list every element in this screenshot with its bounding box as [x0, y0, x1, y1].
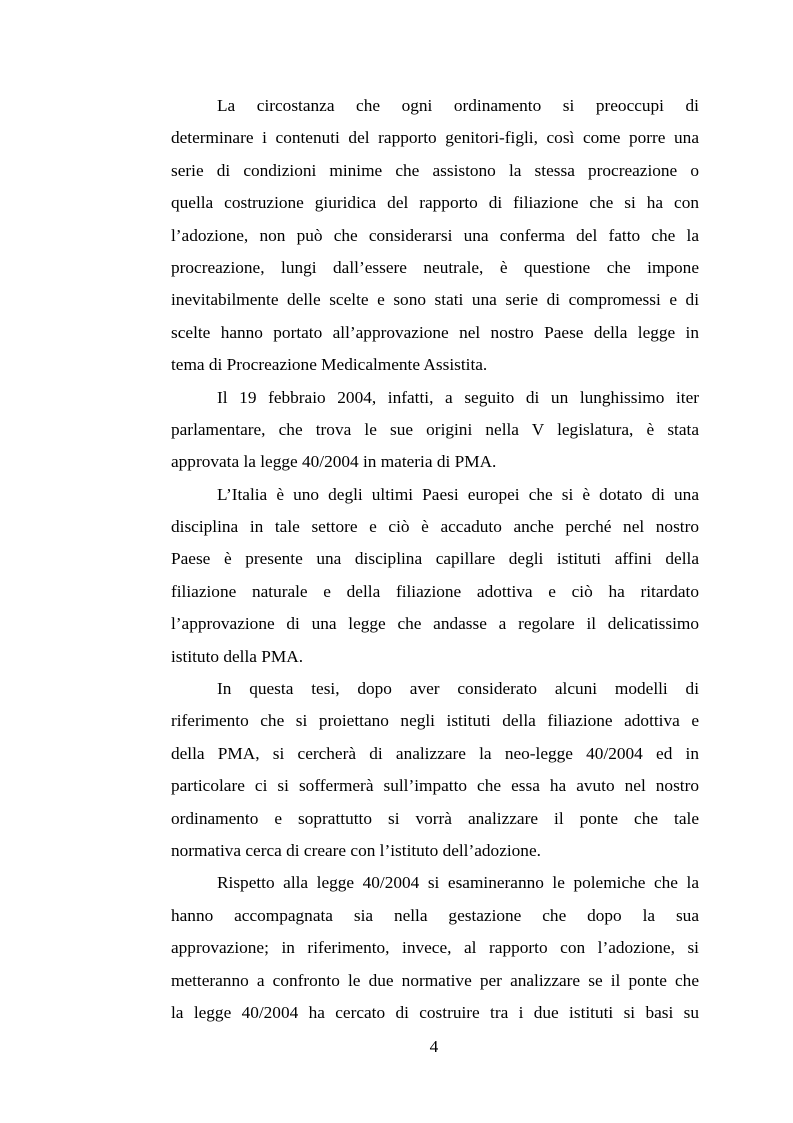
text-line: procreazione, lungi dall’essere neutrale, è questione che impone — [171, 257, 699, 277]
text-line: Paese è presente una disciplina capillare degli istituti affini della — [171, 549, 699, 569]
page-number: 4 — [429, 1037, 439, 1056]
text-line: ordinamento e soprattutto si vorrà analizzare il ponte che tale — [171, 808, 699, 828]
text-line: istituto della PMA. — [171, 646, 304, 666]
text-line: parlamentare, che trova le sue origini nella V legislatura, è stata — [171, 419, 699, 439]
text-line: particolare ci si soffermerà sull’impatto che essa ha avuto nel nostro — [171, 776, 699, 796]
text-line: quella costruzione giuridica del rapporto di filiazione che si ha con — [171, 193, 699, 213]
text-line: determinare i contenuti del rapporto genitori-figli, così come porre una — [171, 128, 699, 148]
text-line: approvata la legge 40/2004 in materia di PMA. — [171, 452, 497, 472]
text-line: metteranno a confronto le due normative per analizzare se il ponte che — [171, 970, 699, 990]
text-line: approvazione; in riferimento, invece, al rapporto con l’adozione, si — [171, 938, 699, 958]
text-line: della PMA, si cercherà di analizzare la neo-legge 40/2004 ed in — [171, 743, 699, 763]
text-line: la legge 40/2004 ha cercato di costruire tra i due istituti si basi su — [171, 1002, 699, 1022]
text-line: l’adozione, non può che considerarsi una conferma del fatto che la — [171, 225, 699, 245]
text-line: riferimento che si proiettano negli istituti della filiazione adottiva e — [171, 711, 699, 731]
text-line: scelte hanno portato all’approvazione nel nostro Paese della legge in — [171, 322, 699, 342]
text-line: inevitabilmente delle scelte e sono stati una serie di compromessi e di — [171, 290, 699, 310]
text-line: disciplina in tale settore e ciò è accaduto anche perché nel nostro — [171, 517, 699, 537]
text-line: tema di Procreazione Medicalmente Assistita. — [171, 355, 488, 375]
text-line: serie di condizioni minime che assistono la stessa procreazione o — [171, 160, 699, 180]
text-line: In questa tesi, dopo aver considerato alcuni modelli di — [217, 679, 699, 699]
text-line: La circostanza che ogni ordinamento si preoccupi di — [217, 96, 699, 115]
body-text — [171, 90, 699, 1029]
text-line: L’Italia è uno degli ultimi Paesi europei che si è dotato di una — [217, 484, 699, 504]
text-line: hanno accompagnata sia nella gestazione che dopo la sua — [171, 905, 699, 925]
text-line: Rispetto alla legge 40/2004 si esamineranno le polemiche che la — [217, 873, 699, 893]
text-line: l’approvazione di una legge che andasse a regolare il delicatissimo — [171, 614, 699, 634]
text-line: filiazione naturale e della filiazione adottiva e ciò ha ritardato — [171, 581, 699, 601]
text-line: normativa cerca di creare con l’istituto dell’adozione. — [171, 840, 541, 860]
text-line: Il 19 febbraio 2004, infatti, a seguito di un lunghissimo iter — [217, 387, 699, 407]
